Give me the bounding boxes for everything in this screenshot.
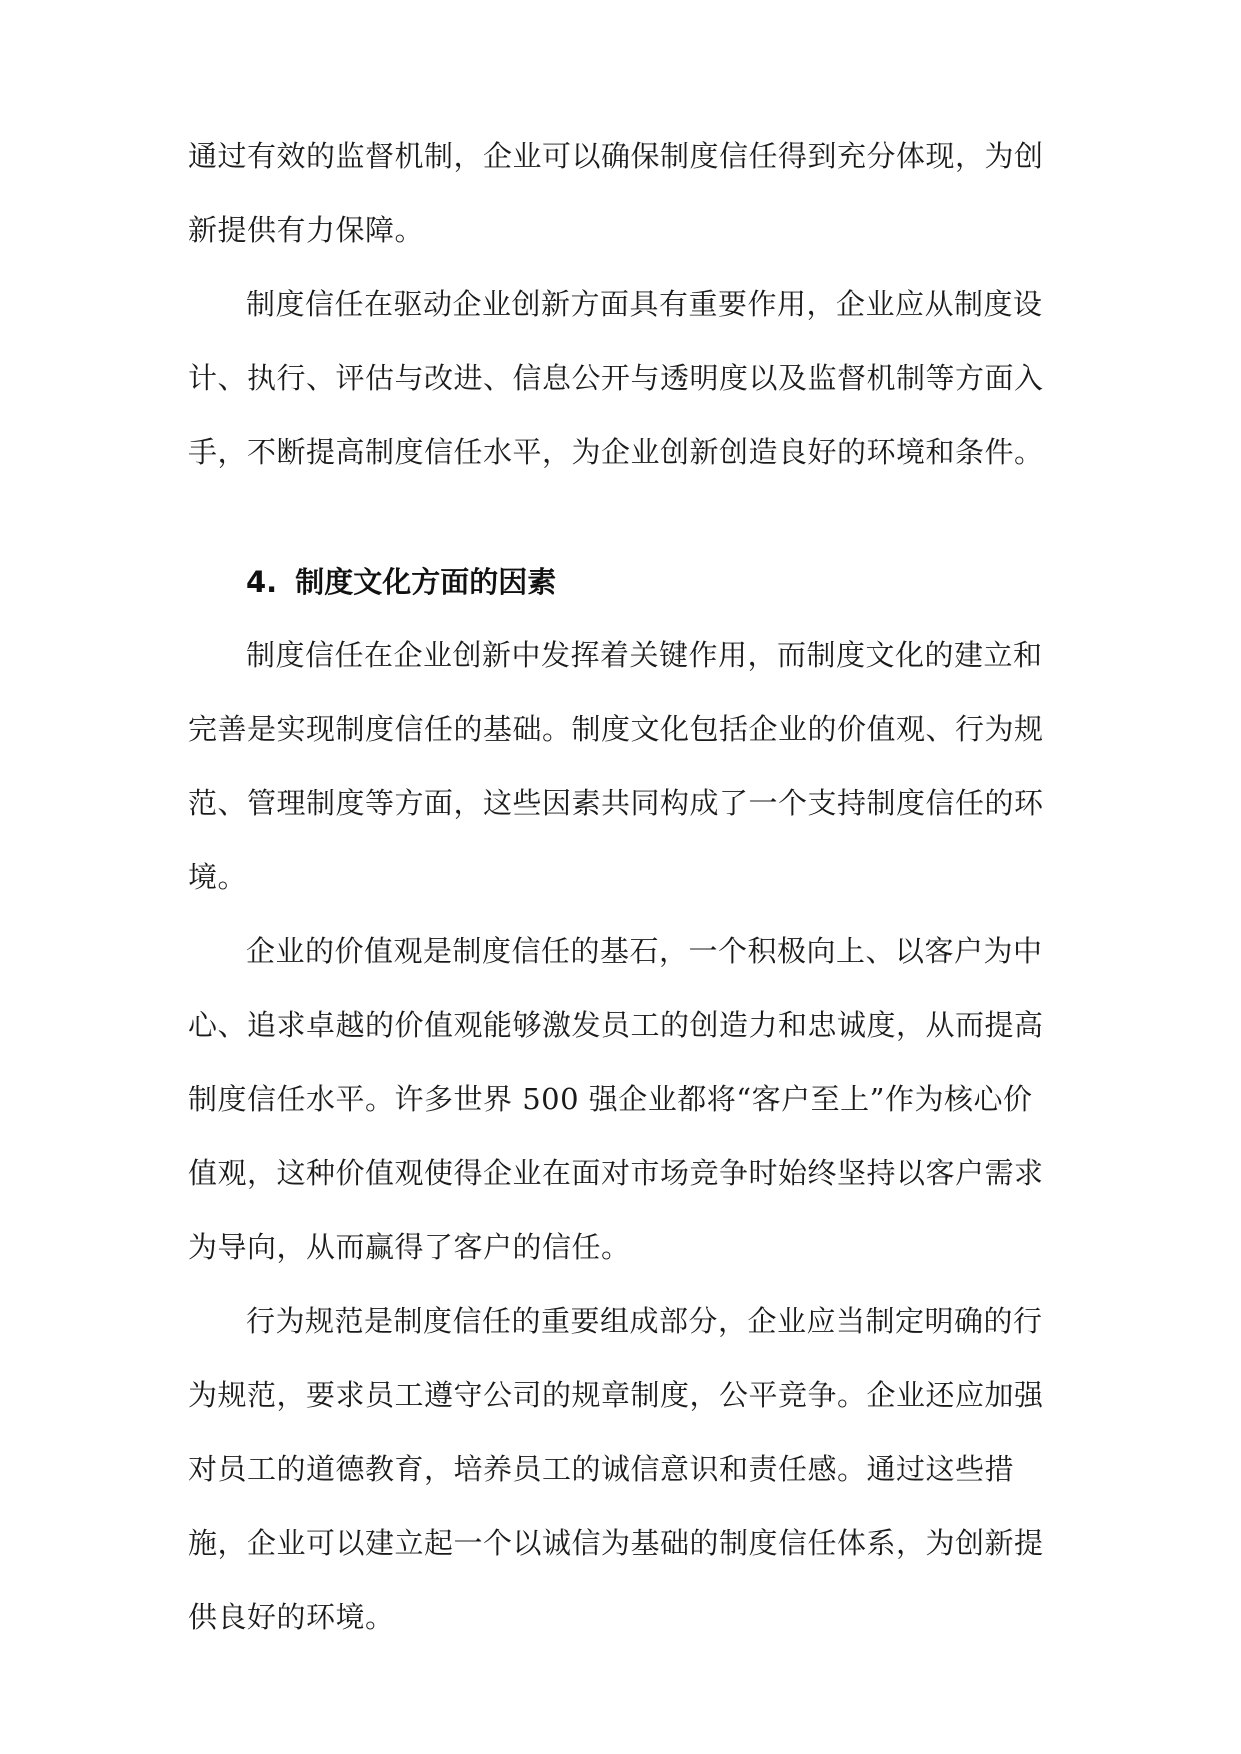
paragraph-culture-intro: 制度信任在企业创新中发挥着关键作用，而制度文化的建立和完善是实现制度信任的基础。制度文化包括企业的价值观、行为规范、管理制度等方面，这些因素共同构成了一个支持制度信任的环境。 bbox=[188, 638, 1044, 894]
section-heading bbox=[246, 552, 556, 612]
paragraph-summary: 制度信任在驱动企业创新方面具有重要作用，企业应从制度设计、执行、评估与改进、信息公开与透明度以及监督机制等方面入手，不断提高制度信任水平，为企业创新创造良好的环境和条件。 bbox=[188, 287, 1044, 469]
paragraph-conduct-norms: 行为规范是制度信任的重要组成部分，企业应当制定明确的行为规范，要求员工遵守公司的规章制度，公平竞争。企业还应加强对员工的道德教育，培养员工的诚信意识和责任感。通过这些措施，企业可以建立起一个以诚信为基础的制度信任体系，为创新提供良好的环境。 bbox=[188, 1304, 1044, 1634]
section-title: 制度文化方面的因素 bbox=[295, 565, 557, 599]
paragraph-continuation: 通过有效的监督机制，企业可以确保制度信任得到充分体现，为创新提供有力保障。 bbox=[188, 139, 1044, 247]
paragraph-values: 企业的价值观是制度信任的基石，一个积极向上、以客户为中心、追求卓越的价值观能够激发员工的创造力和忠诚度，从而提高制度信任水平。许多世界 500 强企业都将“客户至上”作为核心价值观，这种价值观使得企业在面对市场竞争时始终坚持以客户需求为导向，从而赢得了客户的信任。 bbox=[188, 934, 1044, 1264]
section-text-block bbox=[188, 618, 1056, 1654]
top-text-block bbox=[188, 119, 1056, 489]
section-number: 4. bbox=[246, 565, 278, 599]
